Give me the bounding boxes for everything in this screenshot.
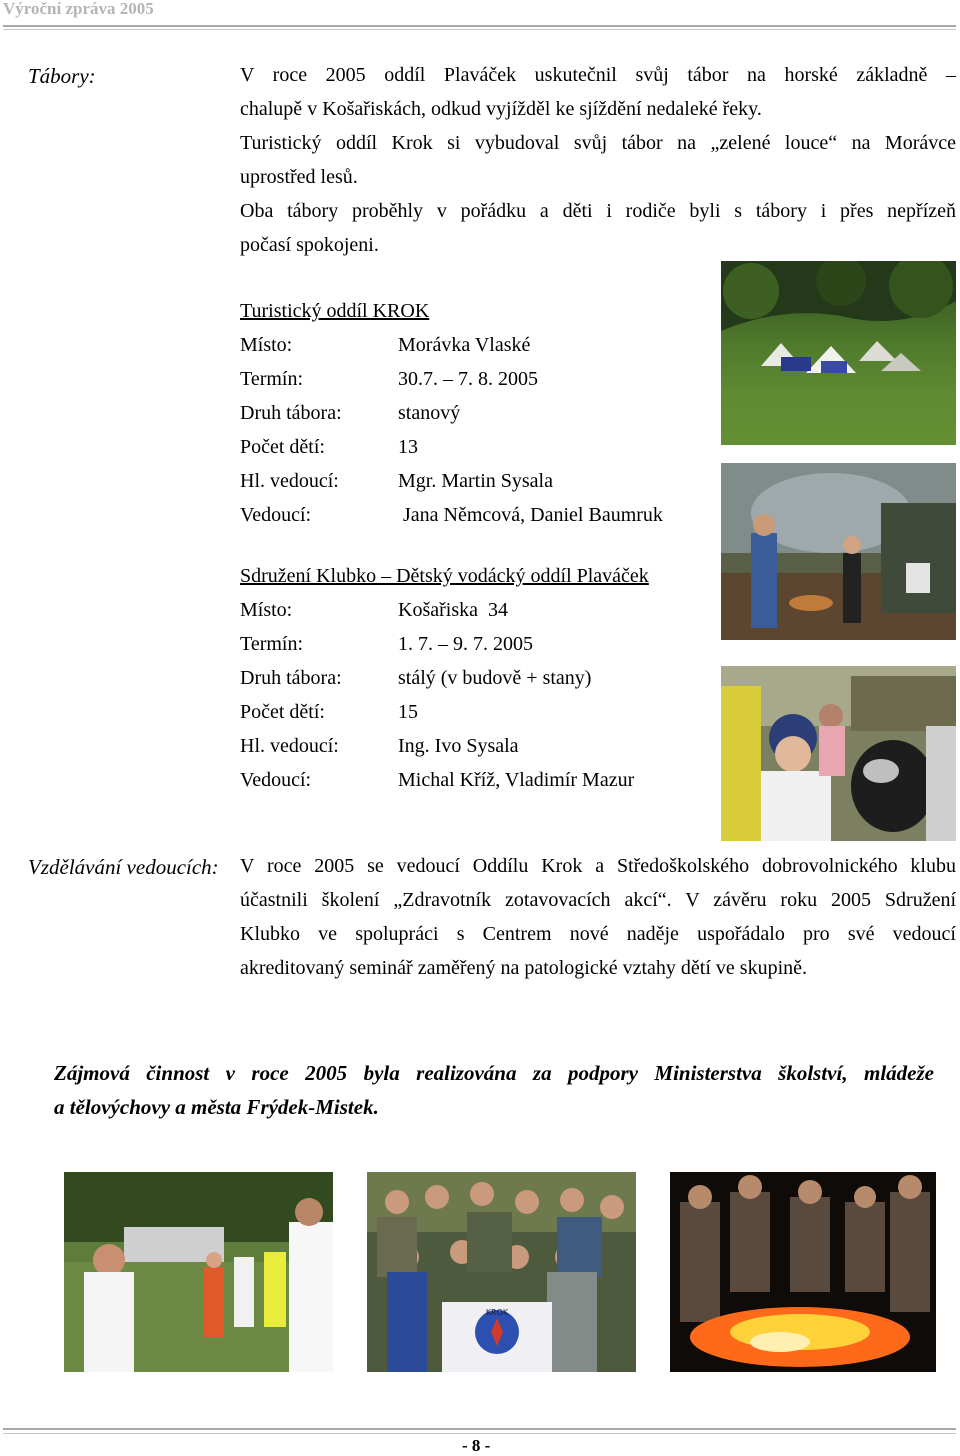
tabory-line-3: Turistický oddíl Krok si vybudoval svůj tábor na „zelené louce“ na Morávce [240,132,956,154]
tabory-line-4: uprostřed lesů. [240,166,358,188]
klubko-value-misto: Košařiska 34 [398,599,508,621]
klubko-key-termin: Termín: [240,633,304,655]
running-title: Výroční zpráva 2005 [3,0,154,18]
krok-key-druh: Druh tábora: [240,402,342,424]
support-line-2: a tělovýchovy a města Frýdek-Mistek. [54,1095,379,1119]
klubko-value-vedouci: Michal Kříž, Vladimír Mazur [398,769,635,791]
klubko-key-pocet: Počet dětí: [240,701,325,723]
krok-key-termin: Termín: [240,368,304,390]
photo-klubko-children-pot [721,666,956,841]
photo-group-with-krok-flag [367,1172,636,1372]
photo-night-campfire [670,1172,936,1372]
footer-rule-thin [3,1433,956,1434]
krok-value-pocet: 13 [398,436,418,458]
klubko-heading: Sdružení Klubko – Dětský vodácký oddíl Plaváček [240,565,649,587]
support-line-1: Zájmová činnost v roce 2005 byla realizována za podpory Ministerstva školství, mládeže [54,1061,934,1085]
krok-value-misto: Morávka Vlaské [398,334,531,356]
vzdelavani-line-3: Klubko ve spolupráci s Centrem nové naděje uspořádalo pro své vedoucí [240,923,956,945]
krok-value-termin: 30.7. – 7. 8. 2005 [398,368,538,390]
photo-krok-campfire-cooking [721,463,956,640]
krok-value-hl-vedouci: Mgr. Martin Sysala [398,470,553,492]
tabory-line-6: počasí spokojeni. [240,234,379,256]
klubko-value-termin: 1. 7. – 9. 7. 2005 [398,633,533,655]
photo-krok-tents [721,261,956,445]
vzdelavani-line-1: V roce 2005 se vedoucí Oddílu Krok a Středoškolského dobrovolnického klubu [240,855,956,877]
section-label-vzdelavani: Vzdělávání vedoucích: [28,855,219,879]
section-label-tabory: Tábory: [28,64,96,88]
footer-rule [3,1428,956,1430]
flag-text: KROK [485,1308,509,1317]
klubko-value-druh: stálý (v budově + stany) [398,667,592,689]
tabory-line-5: Oba tábory proběhly v pořádku a děti i rodiče byli s tábory i přes nepřízeň [240,200,956,222]
krok-key-pocet: Počet dětí: [240,436,325,458]
photo-children-camp-bottom-left [64,1172,333,1372]
tabory-line-1: V roce 2005 oddíl Plaváček uskutečnil svůj tábor na horské základně – [240,64,956,86]
klubko-value-pocet: 15 [398,701,418,723]
klubko-value-hl-vedouci: Ing. Ivo Sysala [398,735,519,757]
klubko-key-hl-vedouci: Hl. vedoucí: [240,735,339,757]
vzdelavani-line-4: akreditovaný seminář zaměřený na patologické vztahy dětí ve skupině. [240,957,808,979]
header-rule [3,25,956,27]
krok-key-vedouci: Vedoucí: [240,504,312,526]
krok-key-hl-vedouci: Hl. vedoucí: [240,470,339,492]
krok-key-misto: Místo: [240,334,293,356]
krok-heading: Turistický oddíl KROK [240,300,430,322]
klubko-key-vedouci: Vedoucí: [240,769,312,791]
klubko-key-misto: Místo: [240,599,293,621]
page-number: - 8 - [462,1436,491,1455]
klubko-key-druh: Druh tábora: [240,667,342,689]
vzdelavani-line-2: účastnili školení „Zdravotník zotavovacích akcí“. V závěru roku 2005 Sdružení [240,889,956,911]
header-rule-thin [3,29,956,30]
tabory-line-2: chalupě v Košařiskách, odkud vyjížděl ke sjíždění nedaleké řeky. [240,98,762,120]
krok-value-vedouci: Jana Němcová, Daniel Baumruk [398,504,663,526]
krok-value-druh: stanový [398,402,461,424]
